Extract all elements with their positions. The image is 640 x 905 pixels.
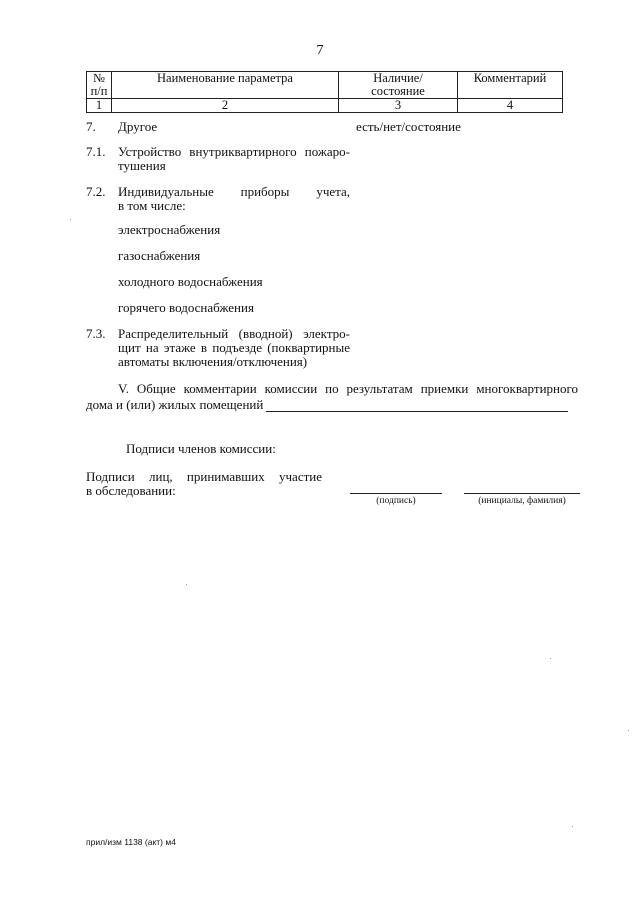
row-label: Другое	[118, 119, 158, 134]
commission-signatures-title: Подписи членов комиссии:	[126, 441, 276, 456]
row-number: 7.1.	[86, 144, 106, 159]
footer-note: прил/изм 1138 (акт) м4	[86, 837, 176, 847]
row-number: 7.2.	[86, 184, 106, 199]
header-availability: Наличие/ состояние	[339, 72, 458, 99]
signature-line	[350, 493, 442, 494]
signature-caption: (подпись)	[376, 496, 416, 506]
sub-item: холодного водоснабжения	[118, 274, 263, 289]
sub-item: газоснабжения	[118, 248, 201, 263]
scan-speck	[628, 730, 629, 731]
page-number: 7	[316, 43, 324, 58]
parameters-table-header	[86, 71, 563, 113]
header-parameter-name: Наименование параметра	[112, 72, 339, 99]
col-number-3: 3	[339, 99, 458, 113]
row-label: Устройство внутриквартирного пожаро- тушения	[118, 144, 350, 173]
header-comment: Комментарий	[458, 72, 563, 99]
participants-signatures-label: Подписи лиц, принимавших участие в обследовании:	[86, 469, 322, 498]
col-number-1: 1	[87, 99, 112, 113]
scan-speck	[572, 826, 573, 827]
section-v-line1: V. Общие комментарии комиссии по результатам приемки многоквартирного	[118, 381, 578, 396]
scan-speck	[550, 658, 551, 659]
name-caption: (инициалы, фамилия)	[478, 496, 566, 506]
scan-speck	[70, 219, 71, 220]
col-number-2: 2	[112, 99, 339, 113]
section-v-line2: дома и (или) жилых помещений	[86, 397, 264, 412]
comments-fill-line	[266, 411, 568, 412]
name-line	[464, 493, 580, 494]
row-number: 7.3.	[86, 326, 106, 341]
sub-item: горячего водоснабжения	[118, 300, 254, 315]
row-number: 7.	[86, 119, 96, 134]
col-number-4: 4	[458, 99, 563, 113]
header-number: № п/п	[87, 72, 112, 99]
row-label: Индивидуальные приборы учета, в том числе:	[118, 184, 350, 213]
sub-item: электроснабжения	[118, 222, 221, 237]
scan-speck	[186, 584, 187, 585]
row-status: есть/нет/состояние	[356, 119, 461, 134]
row-label: Распределительный (вводной) электро- щит на этаже в подъезде (поквартирные автоматы включения/отключения)	[118, 326, 350, 369]
